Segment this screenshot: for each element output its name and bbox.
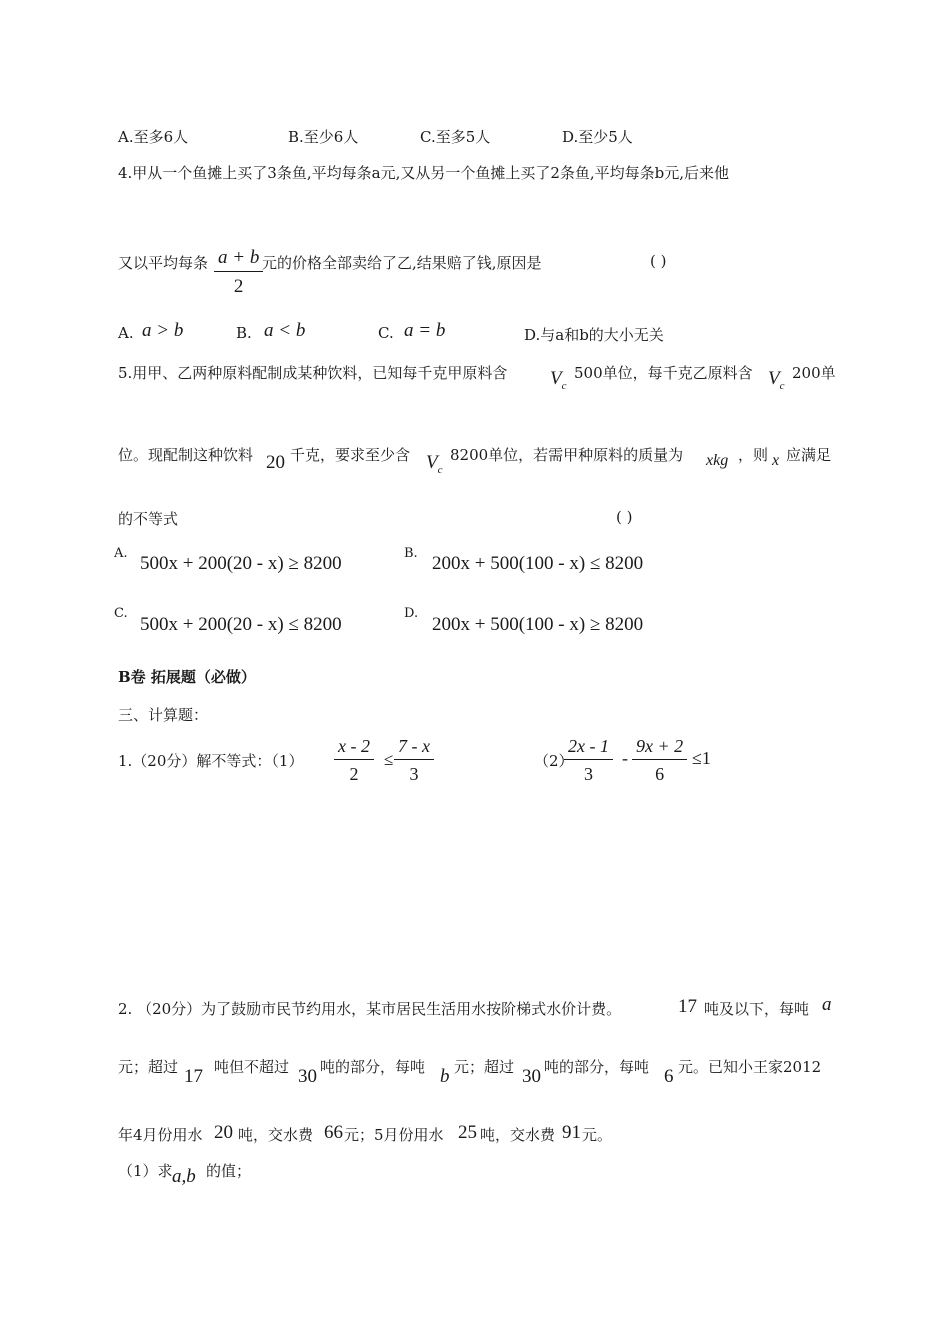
calc1-frac-1-den: 2	[349, 764, 359, 784]
q4-opt-b-label: B.	[236, 324, 252, 342]
q3-option-a: A.至多6人	[118, 128, 189, 146]
q5-vc-3: $V_c$	[426, 452, 443, 476]
q3-option-b: B.至少6人	[288, 128, 359, 146]
calc2-line3-20: 20	[214, 1122, 233, 1143]
q5-opt-c-label: C.	[114, 606, 128, 621]
calc1-le: ≤	[384, 750, 394, 769]
calc2-line2-30b: 30	[522, 1066, 541, 1087]
calc2-line1-a: 2. （20分）为了鼓励市民节约用水，某市居民生活用水按阶梯式水价计费。	[118, 1000, 622, 1018]
q5-opt-b: 200x + 500(100 - x) ≤ 8200	[432, 553, 644, 574]
q5-opt-d: 200x + 500(100 - x) ≥ 8200	[432, 614, 644, 635]
q5-opt-b-label: B.	[404, 546, 418, 561]
calc2-line1-b: 吨及以下，每吨	[704, 1000, 810, 1018]
q5-vc-1: $V_c$	[550, 368, 567, 392]
calc1-part2: （2）	[534, 752, 574, 770]
calc1-frac-2	[394, 736, 434, 785]
q5-vc-2: $V_c$	[768, 368, 785, 392]
calc2-line2-30: 30	[298, 1066, 317, 1087]
q4-line1: 4.甲从一个鱼摊上买了3条鱼,平均每条a元,又从另一个鱼摊上买了2条鱼,平均每条b元,后来他	[118, 164, 730, 182]
q4-opt-a-label: A.	[118, 324, 134, 342]
q5-line1-c: 200单	[792, 364, 836, 382]
calc1-frac-3-den: 3	[583, 764, 593, 784]
calc2-line2-d: 元；超过	[454, 1058, 515, 1076]
calc1-tail: ≤1	[692, 748, 711, 768]
calc2-line3-d: 吨，交水费	[480, 1126, 556, 1144]
calc2-line2-c: 吨的部分，每吨	[320, 1058, 426, 1076]
calc1-frac-3-num: 2x - 1	[564, 736, 613, 760]
calc2-line3-66: 66	[324, 1122, 343, 1143]
q5-line2-d: ，则	[738, 446, 769, 464]
calc1-frac-1-num: x - 2	[334, 736, 374, 760]
q4-frac-denominator: 2	[233, 276, 244, 297]
calc2-line3-25: 25	[458, 1122, 477, 1143]
q5-opt-c: 500x + 200(20 - x) ≤ 8200	[140, 614, 342, 635]
section-b-title: B卷 拓展题（必做）	[118, 668, 256, 686]
section-b-subtitle: 三、计算题：	[118, 706, 209, 724]
q5-line2-xkg: xkg	[706, 452, 729, 469]
calc1-prefix: 1.（20分）解不等式：（1）	[118, 752, 304, 770]
q3-option-c: C.至多5人	[420, 128, 491, 146]
q5-line1-b: 500单位，每千克乙原料含	[574, 364, 753, 382]
q5-line2-a: 位。现配制这种饮料	[118, 446, 254, 464]
calc2-line3-b: 吨，交水费	[238, 1126, 314, 1144]
q5-line2-20: 20	[266, 452, 285, 473]
calc2-line2-17: 17	[184, 1066, 203, 1087]
calc1-frac-2-den: 3	[409, 764, 419, 784]
calc2-line1-17: 17	[678, 996, 697, 1017]
calc2-line2-b: 吨但不超过	[214, 1058, 290, 1076]
calc2-sub1-ab: a,b	[172, 1166, 196, 1187]
q5-line1-a: 5.用甲、乙两种原料配制成某种饮料，已知每千克甲原料含	[118, 364, 508, 382]
calc2-line1-a-var: a	[822, 994, 832, 1015]
calc2-line2-a: 元；超过	[118, 1058, 179, 1076]
calc2-line2-f: 元。已知小王家2012	[678, 1058, 822, 1076]
q4-opt-a: a > b	[142, 320, 184, 341]
q5-opt-d-label: D.	[404, 606, 419, 621]
q4-opt-d: D.与a和b的大小无关	[524, 326, 664, 344]
calc2-sub1-a: （1）求	[118, 1162, 173, 1180]
q4-opt-c-label: C.	[378, 324, 394, 342]
q4-opt-c: a = b	[404, 320, 446, 341]
calc2-line3-c: 元；5月份用水	[344, 1126, 444, 1144]
calc1-frac-4-den: 6	[655, 764, 665, 784]
q5-opt-a: 500x + 200(20 - x) ≥ 8200	[140, 553, 342, 574]
calc1-frac-1	[334, 736, 374, 785]
q5-line2-b: 千克，要求至少含	[290, 446, 411, 464]
q5-opt-a-label: A.	[114, 546, 128, 561]
q5-paren: ( )	[616, 508, 633, 526]
calc2-line3-a: 年4月份用水	[118, 1126, 203, 1144]
q4-paren: ( )	[650, 252, 667, 270]
q4-fraction	[214, 247, 263, 298]
q4-opt-b: a < b	[264, 320, 306, 341]
q5-line2-x: x	[772, 452, 780, 469]
calc2-sub1-b: 的值；	[206, 1162, 252, 1180]
q5-line2-c: 8200单位，若需甲种原料的质量为	[450, 446, 684, 464]
calc1-frac-4-num: 9x + 2	[632, 736, 687, 760]
q4-line2-prefix: 又以平均每条	[118, 254, 209, 272]
q4-frac-numerator: a + b	[214, 247, 263, 272]
q5-line3: 的不等式	[118, 510, 179, 528]
calc1-minus: -	[622, 748, 628, 768]
calc2-line3-91: 91	[562, 1122, 581, 1143]
calc2-line2-bvar: b	[440, 1066, 450, 1087]
q3-option-d: D.至少5人	[562, 128, 633, 146]
calc2-line2-e: 吨的部分，每吨	[544, 1058, 650, 1076]
q4-line2-suffix: 元的价格全部卖给了乙,结果赔了钱,原因是	[262, 254, 542, 272]
q5-line2-e: 应满足	[786, 446, 832, 464]
calc2-line3-e: 元。	[582, 1126, 613, 1144]
calc1-frac-2-num: 7 - x	[394, 736, 434, 760]
calc2-line2-6: 6	[664, 1066, 674, 1087]
calc1-frac-4	[632, 736, 687, 785]
calc1-frac-3	[564, 736, 613, 785]
